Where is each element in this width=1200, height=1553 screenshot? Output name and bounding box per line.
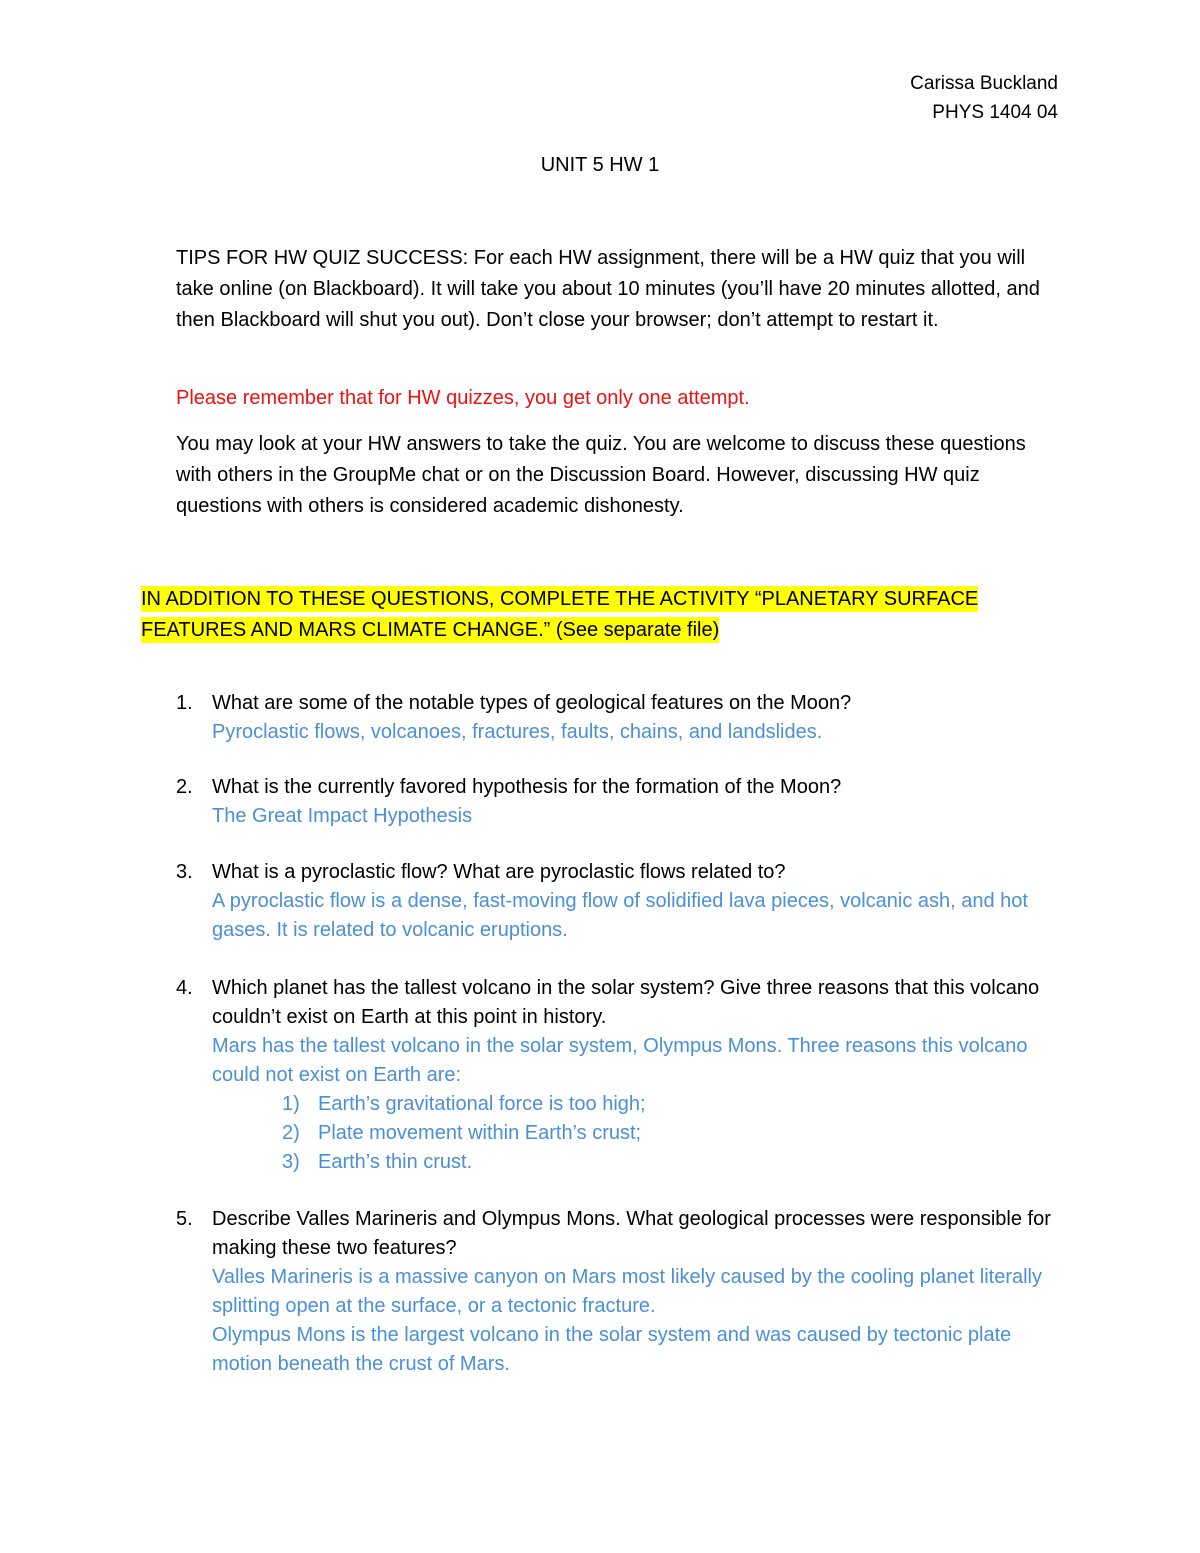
question-number: 2. — [176, 776, 193, 798]
page-title: UNIT 5 HW 1 — [540, 154, 660, 176]
reason-number: 2) — [282, 1122, 300, 1144]
question-text: Describe Valles Marineris and Olympus Mons. What geological processes were responsible for making these two features? — [212, 1208, 1051, 1259]
answer-text: The Great Impact Hypothesis — [212, 805, 473, 827]
warning-paragraph: Please remember that for HW quizzes, you get only one attempt. — [176, 387, 750, 409]
question-number: 3. — [176, 861, 193, 883]
question-number: 1. — [176, 692, 193, 714]
reason-text: Earth’s thin crust. — [318, 1151, 473, 1173]
answer-text-continued: Olympus Mons is the largest volcano in the solar system and was caused by tectonic plate motion beneath the crust of Mars. — [212, 1324, 1012, 1375]
reason-item — [212, 1119, 1056, 1148]
author-name: Carissa Buckland — [910, 73, 1058, 94]
answer-text: Valles Marineris is a massive canyon on Mars most likely caused by the cooling planet literally splitting open at the surface, or a tectonic fracture. — [212, 1266, 1042, 1317]
question-item-4 — [176, 974, 1056, 1177]
reason-text: Earth’s gravitational force is too high; — [318, 1093, 646, 1115]
activity-note: (See separate file) — [550, 619, 720, 641]
question-item-5 — [176, 1205, 1056, 1379]
question-item-3 — [176, 858, 1056, 945]
question-number: 4. — [176, 977, 193, 999]
answer-text: Pyroclastic flows, volcanoes, fractures, faults, chains, and landslides. — [212, 721, 823, 743]
question-text: Which planet has the tallest volcano in the solar system? Give three reasons that this volcano couldn’t exist on Earth at this point in history. — [212, 977, 1040, 1028]
question-number: 5. — [176, 1208, 193, 1230]
activity-instruction — [141, 584, 1061, 646]
question-item-2 — [176, 773, 1056, 831]
policy-paragraph: You may look at your HW answers to take the quiz. You are welcome to discuss these questions with others in the GroupMe chat or on the Discussion Board. However, discussing HW quiz questions with others is considered academic dishonesty. — [176, 433, 1026, 517]
course-code: PHYS 1404 04 — [932, 102, 1058, 123]
answer-text: A pyroclastic flow is a dense, fast-moving flow of solidified lava pieces, volcanic ash, and hot gases. It is related to volcanic eruptions. — [212, 890, 1028, 941]
reason-text: Plate movement within Earth’s crust; — [318, 1122, 642, 1144]
tips-paragraph: TIPS FOR HW QUIZ SUCCESS: For each HW assignment, there will be a HW quiz that you will take online (on Blackboard). It will take you about 10 minutes (you’ll have 20 minutes allotted, and then Blackboard will shut you out). Don’t close your browser; don’t attempt to restart it. — [176, 247, 1040, 331]
answer-text: Mars has the tallest volcano in the solar system, Olympus Mons. Three reasons this volcano could not exist on Earth are: — [212, 1035, 1028, 1086]
activity-highlight: IN ADDITION TO THESE QUESTIONS, COMPLETE THE ACTIVITY “PLANETARY SURFACE FEATURES AND MARS CLIMATE CHANGE.” — [141, 588, 979, 641]
question-text: What is a pyroclastic flow? What are pyroclastic flows related to? — [212, 861, 786, 883]
reason-number: 1) — [282, 1093, 300, 1115]
question-text: What is the currently favored hypothesis for the formation of the Moon? — [212, 776, 842, 798]
reason-item — [212, 1090, 1056, 1119]
reason-item — [212, 1148, 1056, 1177]
question-text: What are some of the notable types of geological features on the Moon? — [212, 692, 852, 714]
reason-number: 3) — [282, 1151, 300, 1173]
question-item-1 — [176, 689, 1056, 747]
